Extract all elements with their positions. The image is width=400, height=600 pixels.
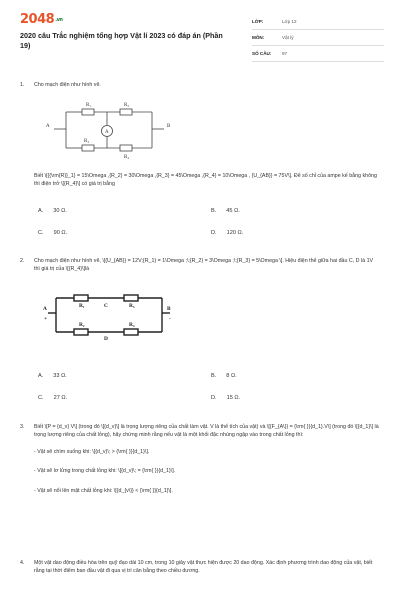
resistor-label: R₃ [84, 139, 90, 144]
meta-key: LỚP: [252, 19, 264, 24]
question-number: 2. [20, 258, 25, 264]
answer-option[interactable]: A. 30 Ω. [38, 208, 67, 214]
question-number: 1. [20, 82, 25, 88]
resistor-label: R₂ [124, 103, 130, 108]
question-text: Một vật dao động điều hòa trên quỹ đạo dài 10 cm, trong 10 giây vật thực hiện được 20 dao động. Xác định phương trình dao động của vật, biết rằng tại thời điểm ban đầu vật đi qua vị trí cân bằng theo chiều dương. [34, 560, 373, 575]
meta-row-subject [252, 30, 384, 46]
answer-option[interactable]: C. 27 Ω. [38, 395, 68, 401]
site-logo[interactable] [20, 12, 62, 27]
meta-key: SỐ CÂU: [252, 51, 272, 56]
question-text: Biết \[{{\rm{R}}_1} = 15\Omega ,{R_2} = 30\Omega ,{R_3} = 45\Omega ,{R_4} = 10\Omega , {U_{AB}} = 75V\]. Để số chỉ của ampe kế bằng không thì điện trở \[{R_4}\] có giá trị bằng [34, 173, 377, 188]
answer-option[interactable]: A. 33 Ω. [38, 373, 67, 379]
resistor-label: R₄ [124, 155, 130, 160]
resistor-label: R₂ [79, 322, 85, 328]
list-item: - Vật sẽ nổi lên mặt chất lỏng khi: \[{d_{v\}} < {\rm{ }}{d_1}\]. [34, 487, 173, 494]
meta-table [252, 14, 384, 62]
question-number: 3. [20, 424, 25, 430]
node-label: B [167, 306, 171, 312]
answer-option[interactable]: D. 120 Ω. [211, 230, 244, 236]
meta-row-class [252, 14, 384, 30]
answer-option[interactable]: B. 45 Ω. [211, 208, 240, 214]
logo-suffix: .vn [55, 16, 63, 23]
meta-value: 97 [282, 51, 288, 56]
question-text: Biết \[P = {d_v} V\] (trong đó \[{d_v}\] là trọng lượng riêng của chất làm vật. V là thể tích của vật) và \[{F_{A\}} = {\rm{ }}{d_1}.V\] (trong đó \[{d_1}\] là trọng lượng riêng của chất lỏng), hãy chứng minh rằng nếu vật là một khối đặc nhúng ngập vào trong chất lỏng thì: [34, 424, 379, 439]
question-stem: Cho mạch điện như hình vẽ. [34, 82, 101, 88]
question-3 [20, 423, 380, 495]
polarity-label: + [44, 316, 48, 322]
resistor-label: R₃ [129, 303, 135, 309]
circuit-diagram-2 [40, 292, 180, 344]
node-label: A [46, 124, 50, 129]
resistor-label: R₁ [79, 303, 85, 309]
meta-value: Lớp 12 [282, 19, 297, 24]
answer-options-2 [38, 373, 378, 403]
node-label: A [43, 306, 47, 312]
question-1 [20, 81, 380, 89]
question-4 [20, 559, 380, 576]
answer-option[interactable]: B. 8 Ω. [211, 373, 237, 379]
logo-text: 2048 [20, 12, 55, 27]
question-1-text [20, 172, 380, 189]
meta-value: Vật lý [282, 35, 294, 40]
resistor-label: R₄ [129, 322, 135, 328]
node-label: D [104, 336, 108, 342]
node-label: C [104, 303, 108, 309]
ammeter-label: A [105, 130, 109, 135]
resistor-label: R₁ [86, 103, 92, 108]
node-label: B [167, 124, 171, 129]
polarity-label: - [169, 316, 171, 322]
page-header [0, 0, 400, 62]
meta-row-count [252, 46, 384, 62]
document-title: 2020 câu Trắc nghiệm tổng hợp Vật lí 2023 có đáp án (Phần 19) [20, 31, 223, 50]
question-2 [20, 257, 380, 274]
answer-options-1 [38, 208, 378, 238]
meta-key: MÔN: [252, 35, 265, 40]
list-item: - Vật sẽ chìm xuống khi: \[{d_v}\; > {\rm{ }}{d_1}\]. [34, 448, 150, 455]
list-item: - Vật sẽ lơ lửng trong chất lỏng khi: \[{d_v}\; = {\rm{ }}{d_1}\]. [34, 468, 176, 475]
question-text: Cho mạch điện như hình vẽ, \[{U_{AB}} = 12V;{R_1} = 1\Omega ;\;{R_2} = 3\Omega ;\;{R_3} = 5\Omega \]. Hiệu điện thế giữa hai đầu C, D là 1V thì giá trị của \[{R_4}\]là [34, 258, 374, 273]
answer-option[interactable]: C. 90 Ω. [38, 230, 68, 236]
circuit-diagram-1 [40, 98, 180, 160]
answer-option[interactable]: D. 15 Ω. [211, 395, 241, 401]
question-number: 4. [20, 560, 25, 566]
